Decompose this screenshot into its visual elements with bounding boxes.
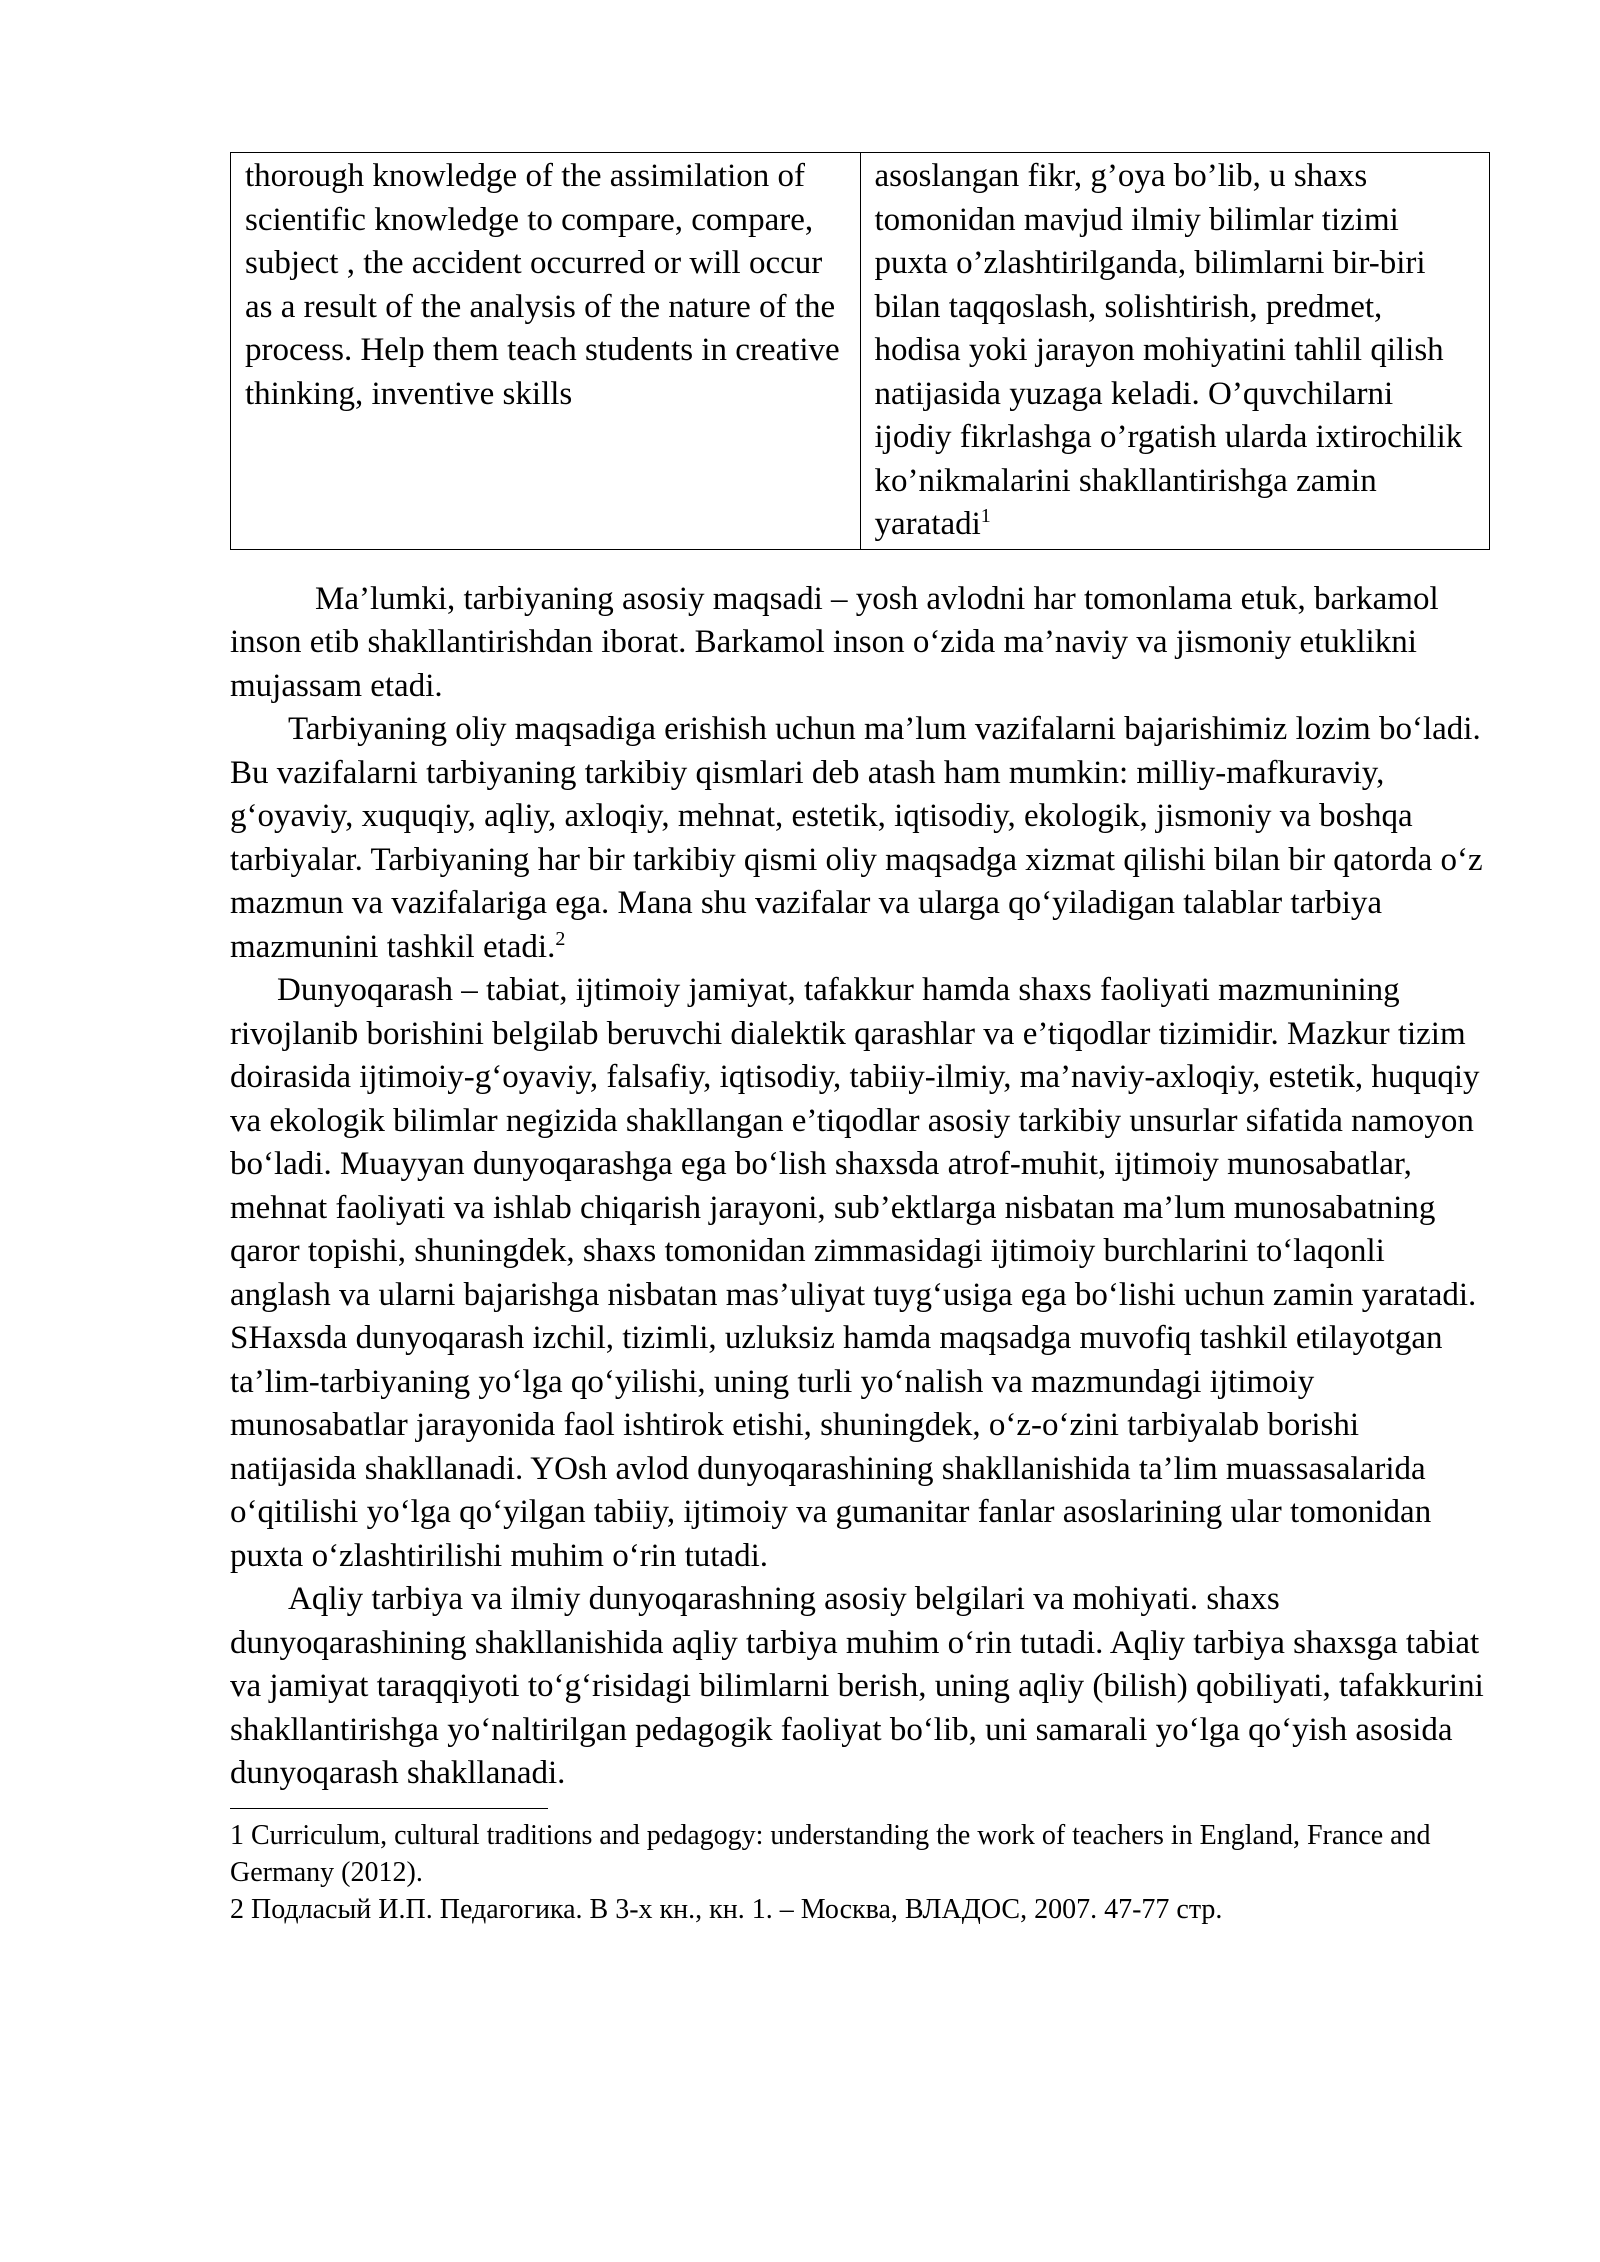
footnote-ref-1: 1 [980, 505, 991, 527]
paragraph-2-text: Tarbiyaning oliy maqsadiga erishish uchun ma’lum vazifalarni bajarishimiz lozim bo‘ladi. Bu vazifalarni tarbiyaning tarkibiy qismlari deb atash ham mumkin: milliy-mafkuraviy, g‘oyaviy, xuquqiy, aqliy, axloqiy, mehnat, estetik, iqtisodiy, ekologik, jismoniy va boshqa tarbiyalar. Tarbiyaning har bir tarkibiy qismi oliy maqsadga xizmat qilishi bilan bir qatorda o‘z mazmun va vazifalariga ega. Mana shu vazifalar va ularga qo‘yiladigan talablar tarbiya mazmunini tashkil etadi. [230, 711, 1483, 965]
footnote-ref-2: 2 [555, 927, 566, 950]
uzbek-text: asoslangan fikr, g’oya bo’lib, u shaxs tomonidan mavjud ilmiy bilimlar tizimi puxta o’zlashtirilganda, bilimlarni bir-biri bilan taqqoslash, solishtirish, predmet, hodisa yoki jarayon mohiyatini tahlil qilish natijasida yuzaga keladi. O’quvchilarni ijodiy fikrlashga o’rgatish ularda ixtirochilik ko’nikmalarini shakllantirishga zamin yaratadi [874, 158, 1463, 542]
footnotes [230, 1817, 1490, 1928]
table-row [231, 153, 1490, 550]
bilingual-table [230, 152, 1490, 550]
document-page [230, 152, 1490, 1928]
footnote-2: 2 Подласый И.П. Педагогика. В 3-х кн., кн. 1. – Москва, ВЛАДОС, 2007. 47-77 стр. [230, 1893, 1223, 1925]
table-cell-english [231, 153, 861, 550]
paragraph-1: Ma’lumki, tarbiyaning asosiy maqsadi – yosh avlodni har tomonlama etuk, barkamol inson etib shakllantirishdan iborat. Barkamol inson o‘zida ma’naviy va jismoniy etuklikni mujassam etadi. [230, 580, 1439, 704]
english-text: thorough knowledge of the assimilation of scientific knowledge to compare, compare, subject , the accident occurred or will occur as a result of the analysis of the nature of the process. Help them teach students in creative thinking, inventive skills [245, 158, 840, 412]
paragraph-3: Dunyoqarash – tabiat, ijtimoiy jamiyat, tafakkur hamda shaxs faoliyati mazmunining rivojlanib borishini belgilab beruvchi dialektik qarashlar va e’tiqodlar tizimidir. Mazkur tizim doirasida ijtimoiy-g‘oyaviy, falsafiy, iqtisodiy, tabiiy-ilmiy, ma’naviy-axloqiy, estetik, huquqiy va ekologik bilimlar negizida shakllangan e’tiqodlar asosiy tarkibiy unsurlar sifatida namoyon bo‘ladi. Muayyan dunyoqarashga ega bo‘lish shaxsda atrof-muhit, ijtimoiy munosabatlar, mehnat faoliyati va ishlab chiqarish jarayoni, sub’ektlarga nisbatan ma’lum munosabatning qaror topishi, shuningdek, shaxs tomonidan zimmasidagi ijtimoiy burchlarini to‘laqonli anglash va ularni bajarishga nisbatan mas’uliyat tuyg‘usiga ega bo‘lishi uchun zamin yaratadi. SHaxsda dunyoqarash izchil, tizimli, uzluksiz hamda maqsadga muvofiq tashkil etilayotgan ta’lim-tarbiyaning yo‘lga qo‘yilishi, uning turli yo‘nalish va mazmundagi ijtimoiy munosabatlar jarayonida faol ishtirok etishi, shuningdek, o‘z-o‘zini tarbiyalab borishi natijasida shakllanadi. YOsh avlod dunyoqarashining shakllanishida ta’lim muassasalarida o‘qitilishi yo‘lga qo‘yilgan tabiiy, ijtimoiy va gumanitar fanlar asoslarining ular tomonidan puxta o‘zlashtirilishi muhim o‘rin tutadi. [230, 972, 1480, 1574]
paragraph-4: Aqliy tarbiya va ilmiy dunyoqarashning asosiy belgilari va mohiyati. shaxs dunyoqarashining shakllanishida aqliy tarbiya muhim o‘rin tutadi. Aqliy tarbiya shaxsga tabiat va jamiyat taraqqiyoti to‘g‘risidagi bilimlarni berish, uning aqliy (bilish) qobiliyati, tafakkurini shakllantirishga yo‘naltirilgan pedagogik faoliyat bo‘lib, uni samarali yo‘lga qo‘yish asosida dunyoqarash shakllanadi. [230, 1581, 1484, 1791]
footnote-separator [230, 1808, 548, 1809]
footnote-1: 1 Curriculum, cultural traditions and pedagogy: understanding the work of teachers in England, France and Germany (2012). [230, 1819, 1431, 1888]
paragraph-2 [230, 708, 1490, 969]
body-text [230, 578, 1490, 1796]
table-cell-uzbek [860, 153, 1490, 550]
